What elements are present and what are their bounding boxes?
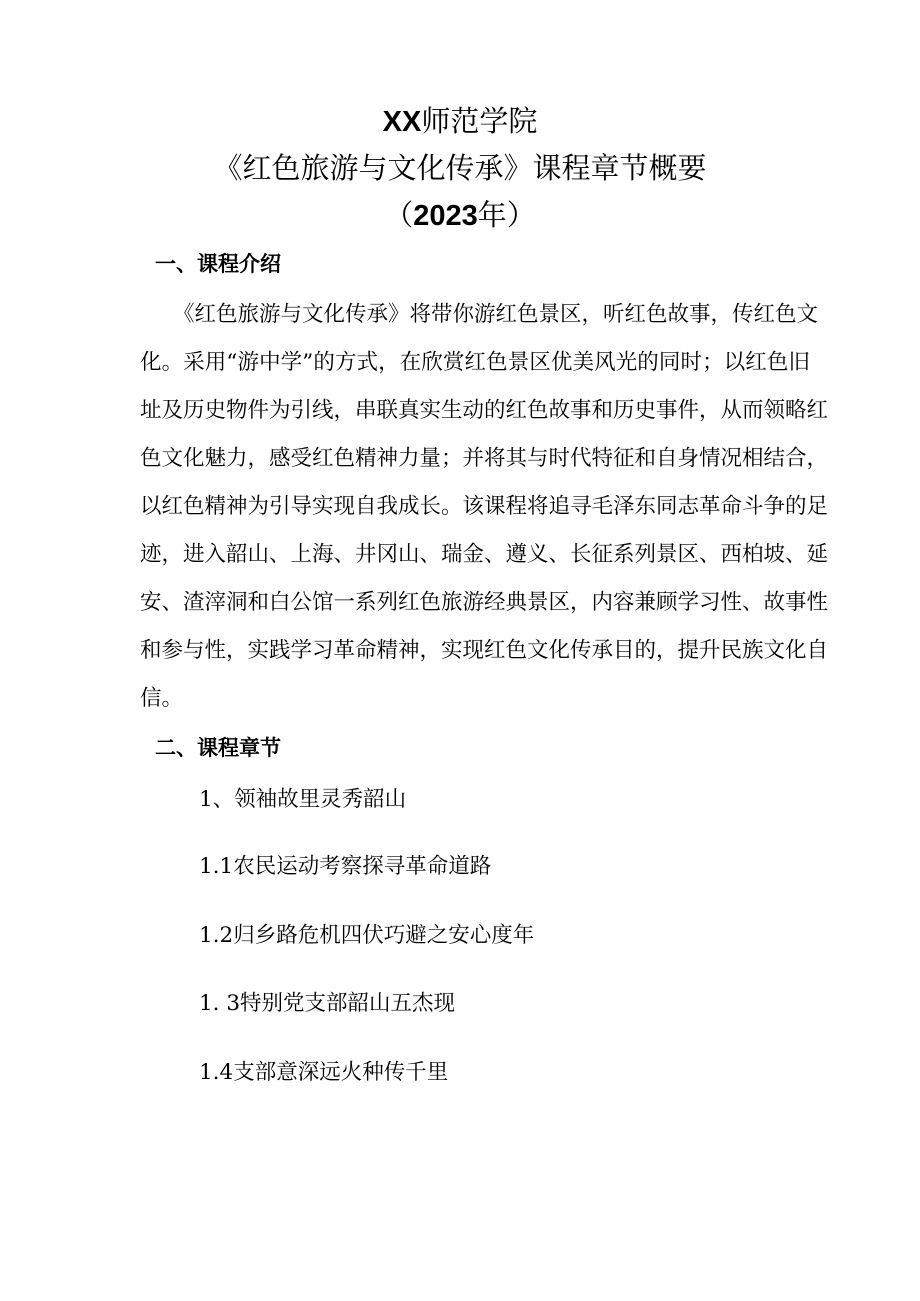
paragraph-line: 址及历史物件为引线，串联真实生动的红色故事和历史事件，从而领略红 xyxy=(140,398,829,423)
year-open-paren: （ xyxy=(384,198,414,232)
section-heading-intro: 一、课程介绍 xyxy=(155,252,281,276)
chapter-item: 1. 3特别党支部韶山五杰现 xyxy=(199,991,456,1016)
paragraph-line: 迹，进入韶山、上海、井冈山、瑞金、遵义、长征系列景区、西柏坡、延 xyxy=(140,542,829,567)
paragraph-line: 信。 xyxy=(140,686,184,711)
paragraph-line: 和参与性，实践学习革命精神，实现红色文化传承目的，提升民族文化自 xyxy=(140,638,829,663)
school-prefix: XX xyxy=(382,106,422,138)
paragraph-line: 安、渣滓洞和白公馆一系列红色旅游经典景区，内容兼顾学习性、故事性 xyxy=(140,590,829,615)
school-name: 师范学院 xyxy=(421,104,538,138)
paragraph-line: 以红色精神为引导实现自我成长。该课程将追寻毛泽东同志革命斗争的足 xyxy=(140,494,829,519)
year-title xyxy=(0,195,920,236)
chapter-item: 1.2归乡路危机四伏巧避之安心度年 xyxy=(199,923,535,948)
chapter-item: 1.4支部意深远火种传千里 xyxy=(199,1060,449,1085)
course-title: 《红色旅游与文化传承》课程章节概要 xyxy=(213,151,707,185)
school-title xyxy=(0,101,920,142)
chapter-item: 1、领袖故里灵秀韶山 xyxy=(199,787,407,812)
paragraph-line: 化。采用“游中学”的方式，在欣赏红色景区优美风光的同时；以红色旧 xyxy=(140,350,810,375)
paragraph-line: 《红色旅游与文化传承》将带你游红色景区，听红色故事，传红色文 xyxy=(173,302,819,327)
chapter-item: 1.1农民运动考察探寻革命道路 xyxy=(199,854,492,879)
year-value: 2023 xyxy=(413,200,478,232)
section-heading-chapters: 二、课程章节 xyxy=(155,736,281,760)
intro-paragraph xyxy=(140,291,829,723)
year-suffix: 年） xyxy=(477,198,536,232)
paragraph-line: 色文化魅力，感受红色精神力量；并将其与时代特征和自身情况相结合， xyxy=(140,446,829,471)
